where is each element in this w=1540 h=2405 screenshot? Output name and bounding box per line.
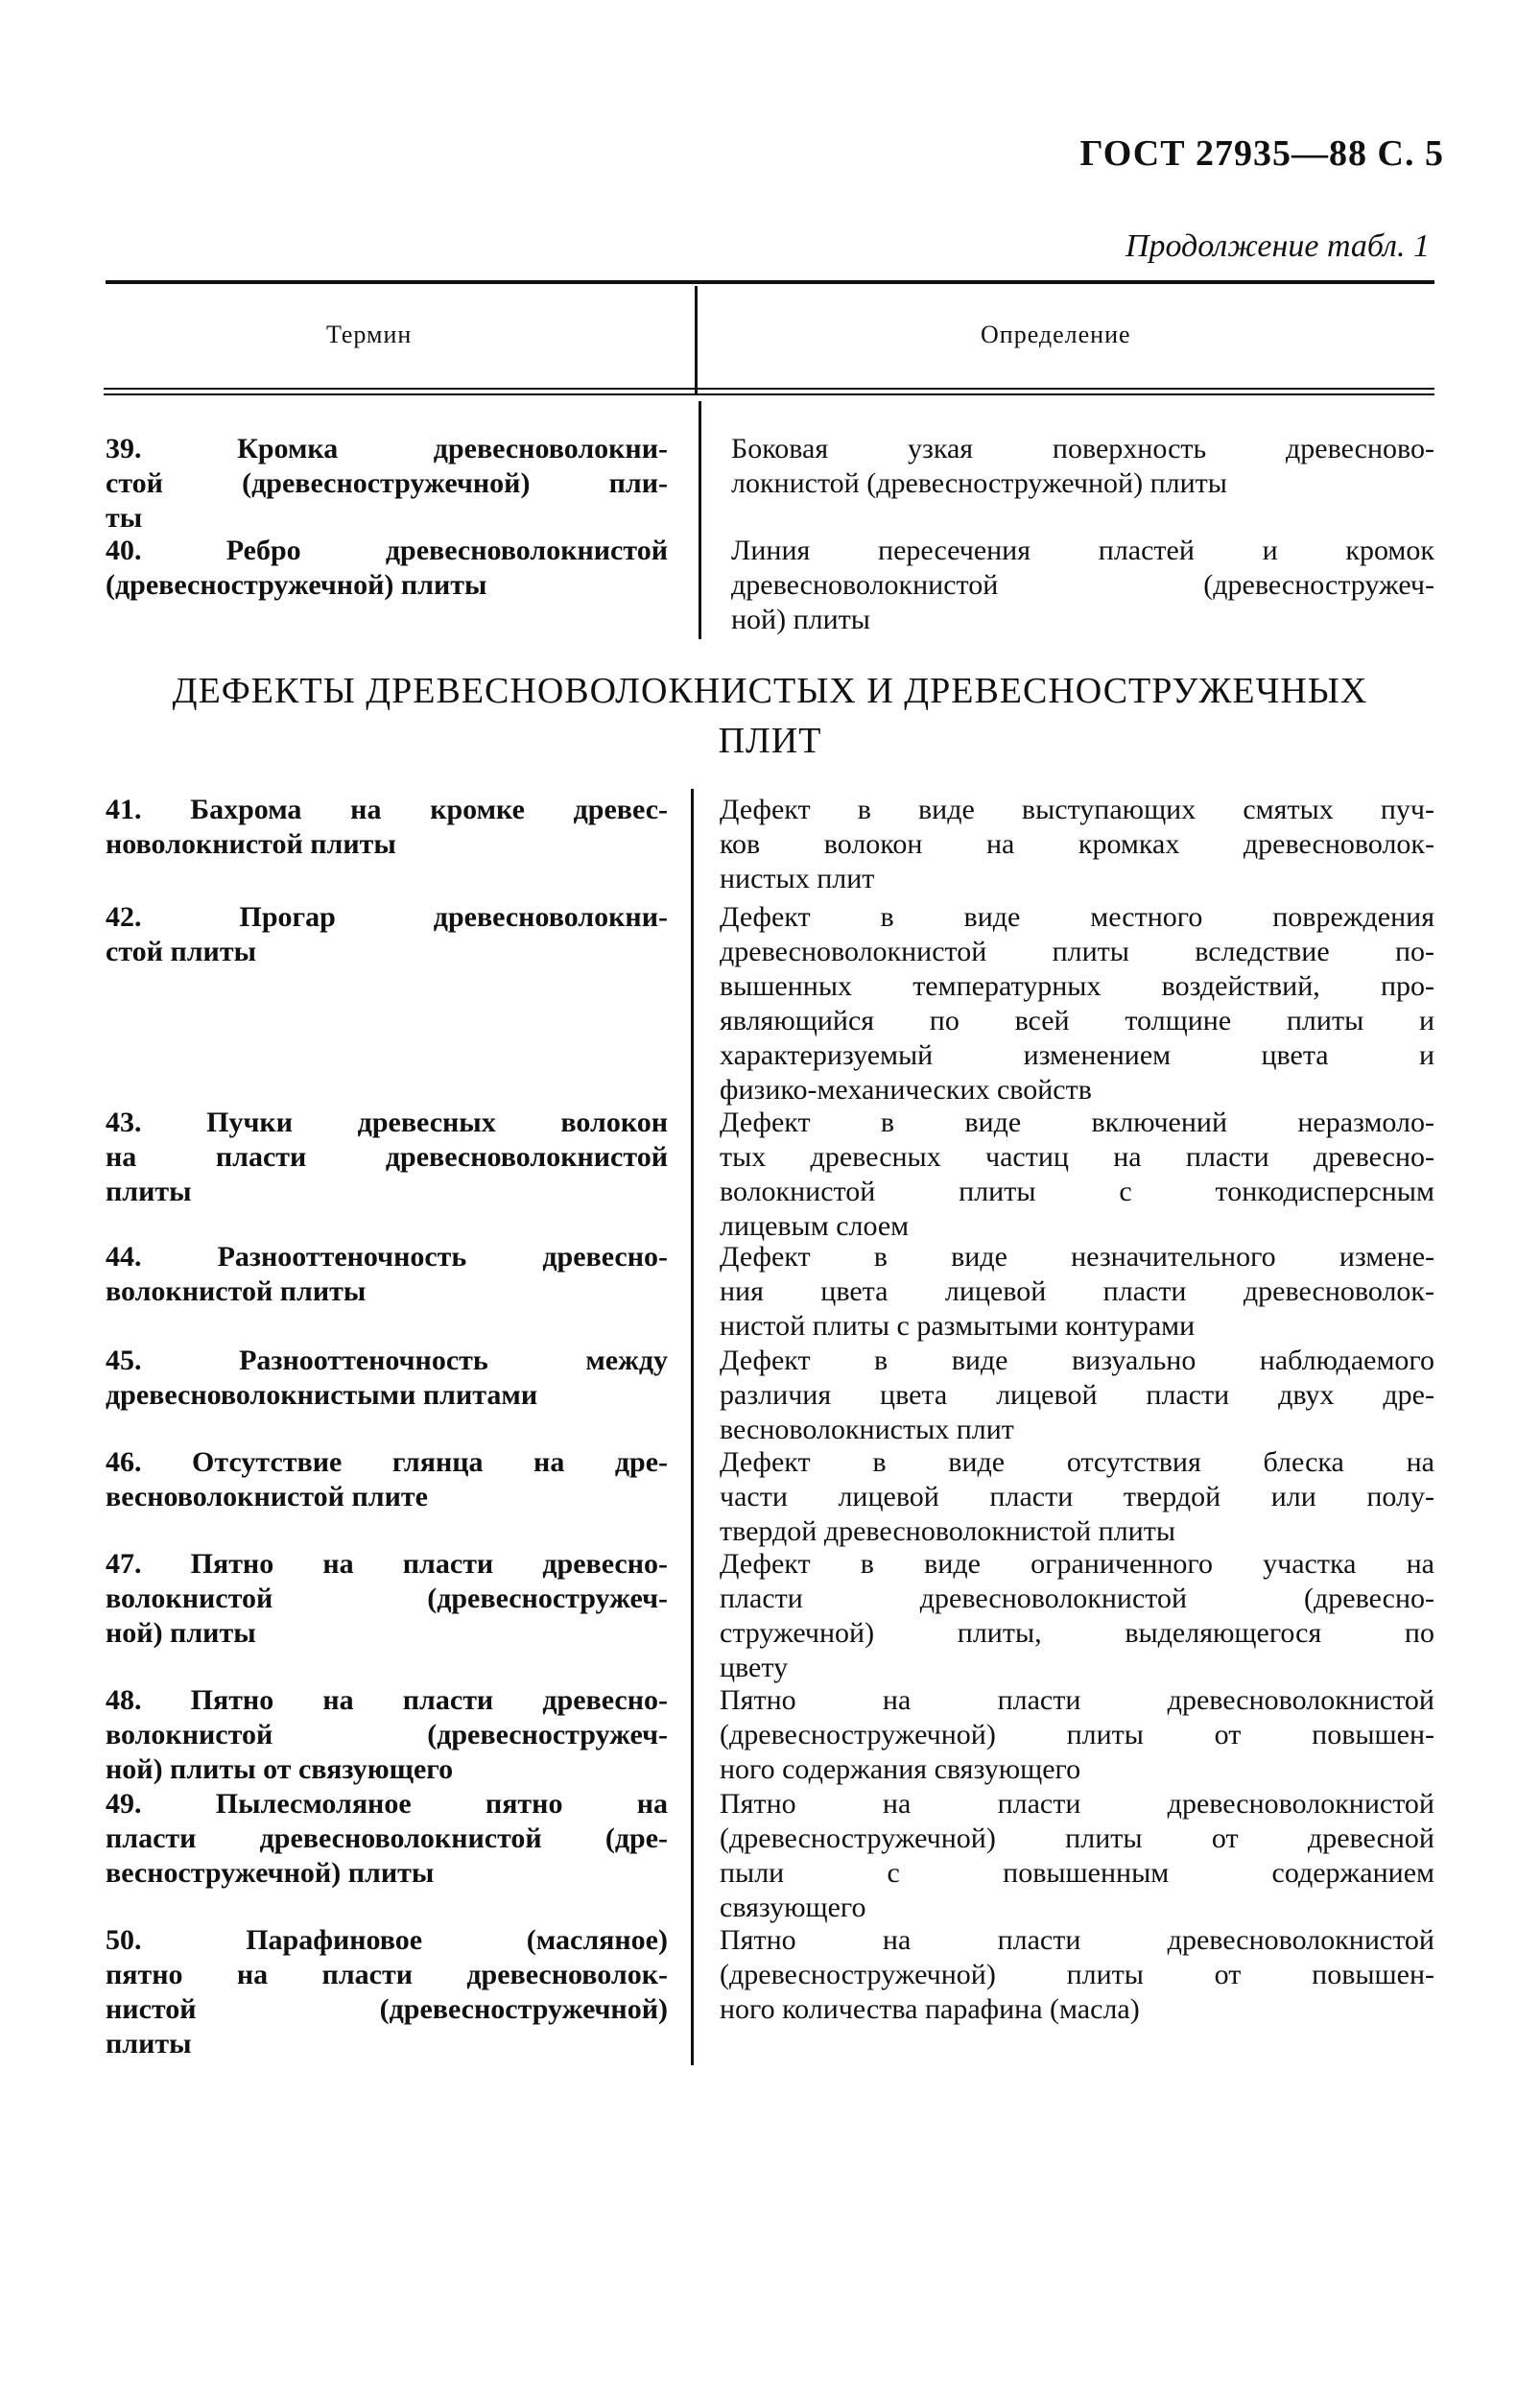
definition-42 — [720, 900, 1434, 1107]
definition-line: Дефект в виде незначительного измене- — [720, 1241, 1434, 1273]
term-47 — [106, 1547, 668, 1651]
column-divider-lower — [691, 789, 694, 2065]
definition-line: волокнистой плиты с тонкодисперсным — [720, 1176, 1434, 1207]
term-line: 42. Прогар древесноволокни- — [106, 901, 668, 933]
definition-line: ного количества парафина (масла) — [720, 1993, 1140, 2025]
definition-line: являющийся по всей толщине плиты и — [720, 1005, 1434, 1036]
term-40 — [106, 534, 668, 603]
definition-line: ков волокон на кромках древесноволок- — [720, 828, 1434, 860]
definition-line: (древесностружечной) плиты от повышен- — [720, 1719, 1434, 1750]
term-50 — [106, 1923, 668, 2061]
term-line: стой (древесностружечной) пли- — [106, 467, 668, 499]
definition-line: древесноволокнистой плиты вследствие по- — [720, 936, 1434, 967]
term-43 — [106, 1106, 668, 1209]
definition-39 — [731, 432, 1434, 501]
table-continuation-label: Продолжение табл. 1 — [1125, 228, 1430, 264]
definition-line: ного содержания связующего — [720, 1753, 1081, 1785]
definition-line: ной) плиты — [731, 604, 870, 635]
header-bottom-rule-double — [104, 393, 1434, 395]
definition-line: Дефект в виде местного повреждения — [720, 901, 1434, 933]
term-39 — [106, 432, 668, 536]
definition-line: Дефект в виде визуально наблюдаемого — [720, 1345, 1434, 1376]
document-code: ГОСТ 27935—88 С. 5 — [1079, 133, 1444, 174]
header-bottom-rule — [104, 388, 1434, 390]
term-line: волокнистой (древесностружеч- — [106, 1719, 668, 1750]
definition-46 — [720, 1445, 1434, 1549]
definition-line: (древесностружечной) плиты от древесной — [720, 1822, 1434, 1854]
definition-line: древесноволокнистой (древесностружеч- — [731, 569, 1434, 601]
term-line: весностружечной) плиты — [106, 1857, 435, 1889]
definition-44 — [720, 1240, 1434, 1344]
term-line: новолокнистой плиты — [106, 828, 396, 860]
term-line: 39. Кромка древесноволокни- — [106, 433, 668, 464]
term-line: плиты — [106, 1176, 192, 1207]
term-44 — [106, 1240, 668, 1309]
section-heading-line: ДЕФЕКТЫ ДРЕВЕСНОВОЛОКНИСТЫХ И ДРЕВЕСНОСТРУЖЕЧНЫХ — [172, 671, 1368, 711]
definition-41 — [720, 793, 1434, 896]
term-line: пласти древесноволокнистой (дре- — [106, 1822, 668, 1854]
term-41 — [106, 793, 668, 862]
table-top-rule — [106, 280, 1434, 284]
definition-line: Дефект в виде ограниченного участка на — [720, 1548, 1434, 1580]
definition-line: стружечной) плиты, выделяющегося по — [720, 1617, 1434, 1649]
definition-line: физико-механических свойств — [720, 1074, 1092, 1106]
section-heading-line: ПЛИТ — [718, 721, 822, 761]
definition-line: пыли с повышенным содержанием — [720, 1857, 1434, 1889]
term-46 — [106, 1445, 668, 1514]
term-line: на пласти древесноволокнистой — [106, 1141, 668, 1173]
definition-line: твердой древесноволокнистой плиты — [720, 1515, 1175, 1547]
term-line: 44. Разнооттеночность древесно- — [106, 1241, 668, 1273]
term-48 — [106, 1683, 668, 1787]
definition-45 — [720, 1344, 1434, 1447]
definition-line: части лицевой пласти твердой или полу- — [720, 1481, 1434, 1512]
definition-line: Боковая узкая поверхность древесново- — [731, 433, 1434, 464]
term-line: 43. Пучки древесных волокон — [106, 1107, 668, 1138]
definition-line: нистой плиты с размытыми контурами — [720, 1310, 1196, 1342]
definition-48 — [720, 1683, 1434, 1787]
term-line: (древесностружечной) плиты — [106, 569, 487, 601]
section-heading — [106, 666, 1434, 766]
term-line: 41. Бахрома на кромке древес- — [106, 794, 668, 825]
definition-line: ния цвета лицевой пласти древесноволок- — [720, 1275, 1434, 1307]
term-line: стой плиты — [106, 936, 257, 967]
definition-line: лицевым слоем — [720, 1210, 910, 1242]
header-column-divider — [695, 286, 698, 393]
term-line: древесноволокнистыми плитами — [106, 1379, 538, 1411]
term-line: ной) плиты от связующего — [106, 1753, 454, 1785]
term-line: ты — [106, 502, 143, 534]
definition-line: связующего — [720, 1892, 866, 1923]
term-line: пятно на пласти древесноволок- — [106, 1959, 668, 1990]
definition-line: тых древесных частиц на пласти древесно- — [720, 1141, 1434, 1173]
definition-49 — [720, 1787, 1434, 1925]
column-header-term: Термин — [326, 321, 413, 348]
definition-line: цвету — [720, 1652, 789, 1683]
term-49 — [106, 1787, 668, 1891]
definition-line: Пятно на пласти древесноволокнистой — [720, 1924, 1434, 1956]
term-line: 40. Ребро древесноволокнистой — [106, 535, 668, 566]
definition-line: различия цвета лицевой пласти двух дре- — [720, 1379, 1434, 1411]
definition-line: пласти древесноволокнистой (древесно- — [720, 1583, 1434, 1614]
term-line: весноволокнистой плите — [106, 1481, 428, 1512]
definition-line: Дефект в виде отсутствия блеска на — [720, 1446, 1434, 1478]
definition-line: Пятно на пласти древесноволокнистой — [720, 1788, 1434, 1820]
term-line: 47. Пятно на пласти древесно- — [106, 1548, 668, 1580]
definition-line: локнистой (древесностружечной) плиты — [731, 467, 1227, 499]
term-line: волокнистой (древесностружеч- — [106, 1583, 668, 1614]
term-line: плиты — [106, 2028, 192, 2060]
definition-43 — [720, 1106, 1434, 1244]
definition-line: характеризуемый изменением цвета и — [720, 1039, 1434, 1071]
term-line: 49. Пылесмоляное пятно на — [106, 1788, 668, 1820]
definition-50 — [720, 1923, 1434, 2027]
term-line: 46. Отсутствие глянца на дре- — [106, 1446, 668, 1478]
definition-line: Дефект в виде включений неразмоло- — [720, 1107, 1434, 1138]
term-line: 48. Пятно на пласти древесно- — [106, 1684, 668, 1716]
term-line: 45. Разнооттеночность между — [106, 1345, 668, 1376]
term-line: нистой (древесностружечной) — [106, 1993, 668, 2025]
definition-line: весноволокнистых плит — [720, 1414, 1014, 1445]
definition-line: (древесностружечной) плиты от повышен- — [720, 1959, 1434, 1990]
definition-line: вышенных температурных воздействий, про- — [720, 970, 1434, 1002]
definition-line: Линия пересечения пластей и кромок — [731, 535, 1434, 566]
term-line: 50. Парафиновое (масляное) — [106, 1924, 668, 1956]
definition-line: Дефект в виде выступающих смятых пуч- — [720, 794, 1434, 825]
definition-line: Пятно на пласти древесноволокнистой — [720, 1684, 1434, 1716]
column-header-definition: Определение — [981, 321, 1131, 348]
definition-line: нистых плит — [720, 863, 875, 894]
column-divider-upper — [699, 401, 701, 639]
term-line: волокнистой плиты — [106, 1275, 367, 1307]
definition-40 — [731, 534, 1434, 637]
term-42 — [106, 900, 668, 969]
term-45 — [106, 1344, 668, 1413]
definition-47 — [720, 1547, 1434, 1685]
term-line: ной) плиты — [106, 1617, 256, 1649]
